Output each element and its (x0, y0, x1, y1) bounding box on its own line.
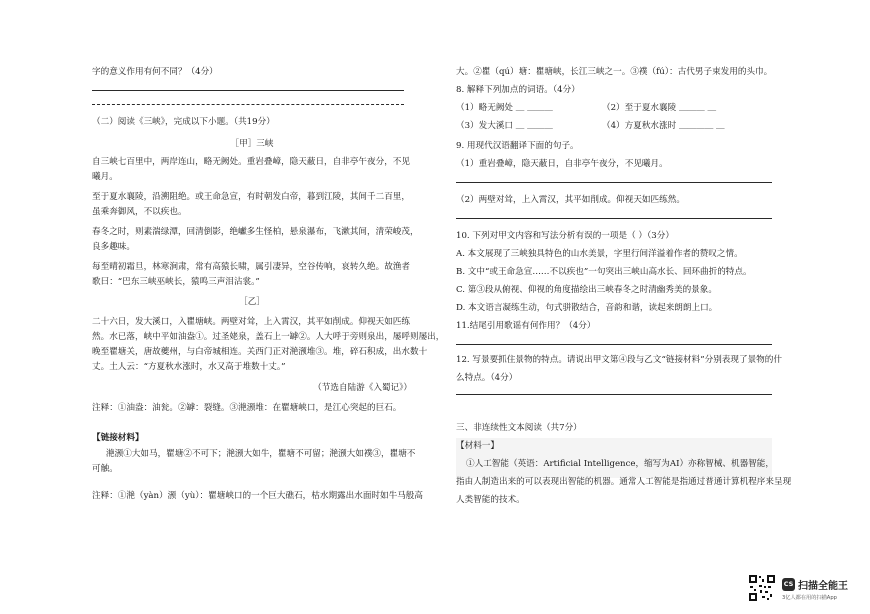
sub-question: （1）重岩叠嶂，隐天蔽日，自非亭午夜分，不见曦月。 (456, 159, 668, 169)
paragraph-line: 丈。土人云：“方夏秋水涨时，水又高于堆数十丈。” (92, 362, 286, 372)
paragraph-line: 然。水已落，峡中平如油盎①。过圣姥泉，盖石上一罅②。人大呼于旁则泉出，屡呼则屡出， (92, 332, 445, 342)
question-text: 12. 写景要抓住景物的特点。请说出甲文第④段与乙文“链接材料”分别表现了景物的什 (456, 355, 782, 365)
fill-item: （4）方夏秋水涨时 ＿＿＿＿ ＿ (602, 121, 725, 131)
brand-name: 扫描全能王 (798, 581, 848, 592)
paragraph-line: 二十六日，发大溪口，入瞿塘峡。两壁对耸，上入霄汉，其平如削成。仰视天如匹练 (92, 317, 410, 327)
question-text: 么特点。（4分） (456, 373, 518, 383)
fill-item: （1）略无阙处 ＿ ＿＿＿ (456, 103, 553, 113)
answer-line (92, 90, 404, 91)
answer-line (456, 218, 772, 219)
paragraph-line: 晚至瞿塘关，唐故夔州，与白帝城相连。关西门正对滟滪堆③。堆，碎石积成，出水数十 (92, 347, 428, 357)
answer-line (456, 394, 772, 395)
camscanner-logo-icon: CS (782, 578, 795, 591)
paragraph-line: 每至晴初霜旦，林寒涧肃，常有高猿长啸，属引凄异，空谷传响，哀转久绝。故渔者 (92, 262, 410, 272)
paragraph-line: ①人工智能（英语：Artificial Intelligence，缩写为AI）亦称智械、机器智能， (466, 459, 774, 469)
option-a: A. 本文展现了三峡独具特色的山水美景，字里行间洋溢着作者的赞叹之情。 (456, 249, 743, 259)
paragraph-line: 曦月。 (92, 172, 118, 182)
paragraph-line: 自三峡七百里中，两岸连山，略无阙处。重岩叠嶂，隐天蔽日，自非亭午夜分，不见 (92, 157, 410, 167)
annotation: 大。②瞿（qú）塘：瞿塘峡，长江三峡之一。③襆（fú）：古代男子束发用的头巾。 (456, 67, 773, 77)
option-b: B. 文中“或王命急宣……不以疾也”一句突出三峡山高水长、回环曲折的特点。 (456, 267, 752, 277)
link-material-title: 【链接材料】 (92, 433, 144, 443)
answer-line (92, 104, 404, 105)
question-text: 9. 用现代汉语翻译下面的句子。 (456, 141, 579, 151)
paragraph-line: 至于夏水襄陵，沿溯阻绝。或王命急宣，有时朝发白帝，暮到江陵，其间千二百里， (92, 192, 410, 202)
paragraph-line: 虽乘奔御风，不以疾也。 (92, 207, 187, 217)
scanner-watermark (748, 574, 868, 610)
option-c: C. 第③段从俯视、仰视的角度描绘出三峡春冬之时清幽秀美的景象。 (456, 285, 717, 295)
source-citation: （节选自陆游《入蜀记》） (313, 383, 412, 393)
option-d: D. 本文语言凝练生动，句式骈散结合，音韵和谐，读起来朗朗上口。 (456, 303, 718, 313)
paragraph-line: 人类智能的技术。 (456, 495, 525, 505)
brand-tagline: 3亿人都在用的扫描App (782, 595, 837, 601)
fill-item: （3）发大溪口 ＿ ＿＿＿ (456, 121, 553, 131)
question-text: 10. 下列对甲文内容和写法分析有误的一项是（ ）（3分） (456, 231, 674, 241)
material-title: 【材料一】 (456, 441, 499, 451)
answer-line (456, 344, 772, 345)
qr-code-icon (748, 574, 776, 602)
paragraph-line: 歌曰：“巴东三峡巫峡长，猿鸣三声泪沾裳。” (92, 277, 260, 287)
annotation: 注释：①滟（yàn）滪（yù）：瞿塘峡口的一个巨大礁石，枯水期露出水面时如牛马般高 (92, 491, 423, 501)
text-title: ［乙］ (239, 297, 265, 307)
text-title: ［甲］三峡 (230, 139, 274, 149)
paragraph-line: 春冬之时，则素湍绿潭，回清倒影，绝巘多生怪柏，悬泉瀑布，飞漱其间，清荣峻茂， (92, 227, 419, 237)
question-text: 字的意义作用有何不同？（4分） (92, 67, 218, 77)
question-text: 8. 解释下列加点的词语。（4分） (456, 85, 580, 95)
question-text: 11.结尾引用歌谣有何作用？（4分） (456, 321, 596, 331)
fill-item: （2）至于夏水襄陵 ＿＿＿ ＿ (602, 103, 717, 113)
paragraph-line: 良多趣味。 (92, 242, 135, 252)
section-heading: 三、非连续性文本阅读（共7分） (456, 423, 582, 433)
paragraph-line: 可触。 (92, 464, 118, 474)
annotation: 注释：①油盎：油瓮。②罅：裂缝。③滟滪堆：在瞿塘峡口，是江心突起的巨石。 (92, 403, 402, 413)
section-heading: （二）阅读《三峡》，完成以下小题。（共19分） (92, 117, 275, 127)
sub-question: （2）两壁对耸，上入霄汉，其平如削成。仰视天如匹练然。 (456, 195, 685, 205)
paragraph-line: 滟滪①大如马，瞿塘②不可下；滟滪大如牛，瞿塘不可留；滟滪大如襆③，瞿塘不 (106, 449, 416, 459)
answer-line (456, 182, 772, 183)
paragraph-line: 指由人制造出来的可以表现出智能的机器。通常人工智能是指通过普通计算机程序来呈现 (456, 477, 792, 487)
